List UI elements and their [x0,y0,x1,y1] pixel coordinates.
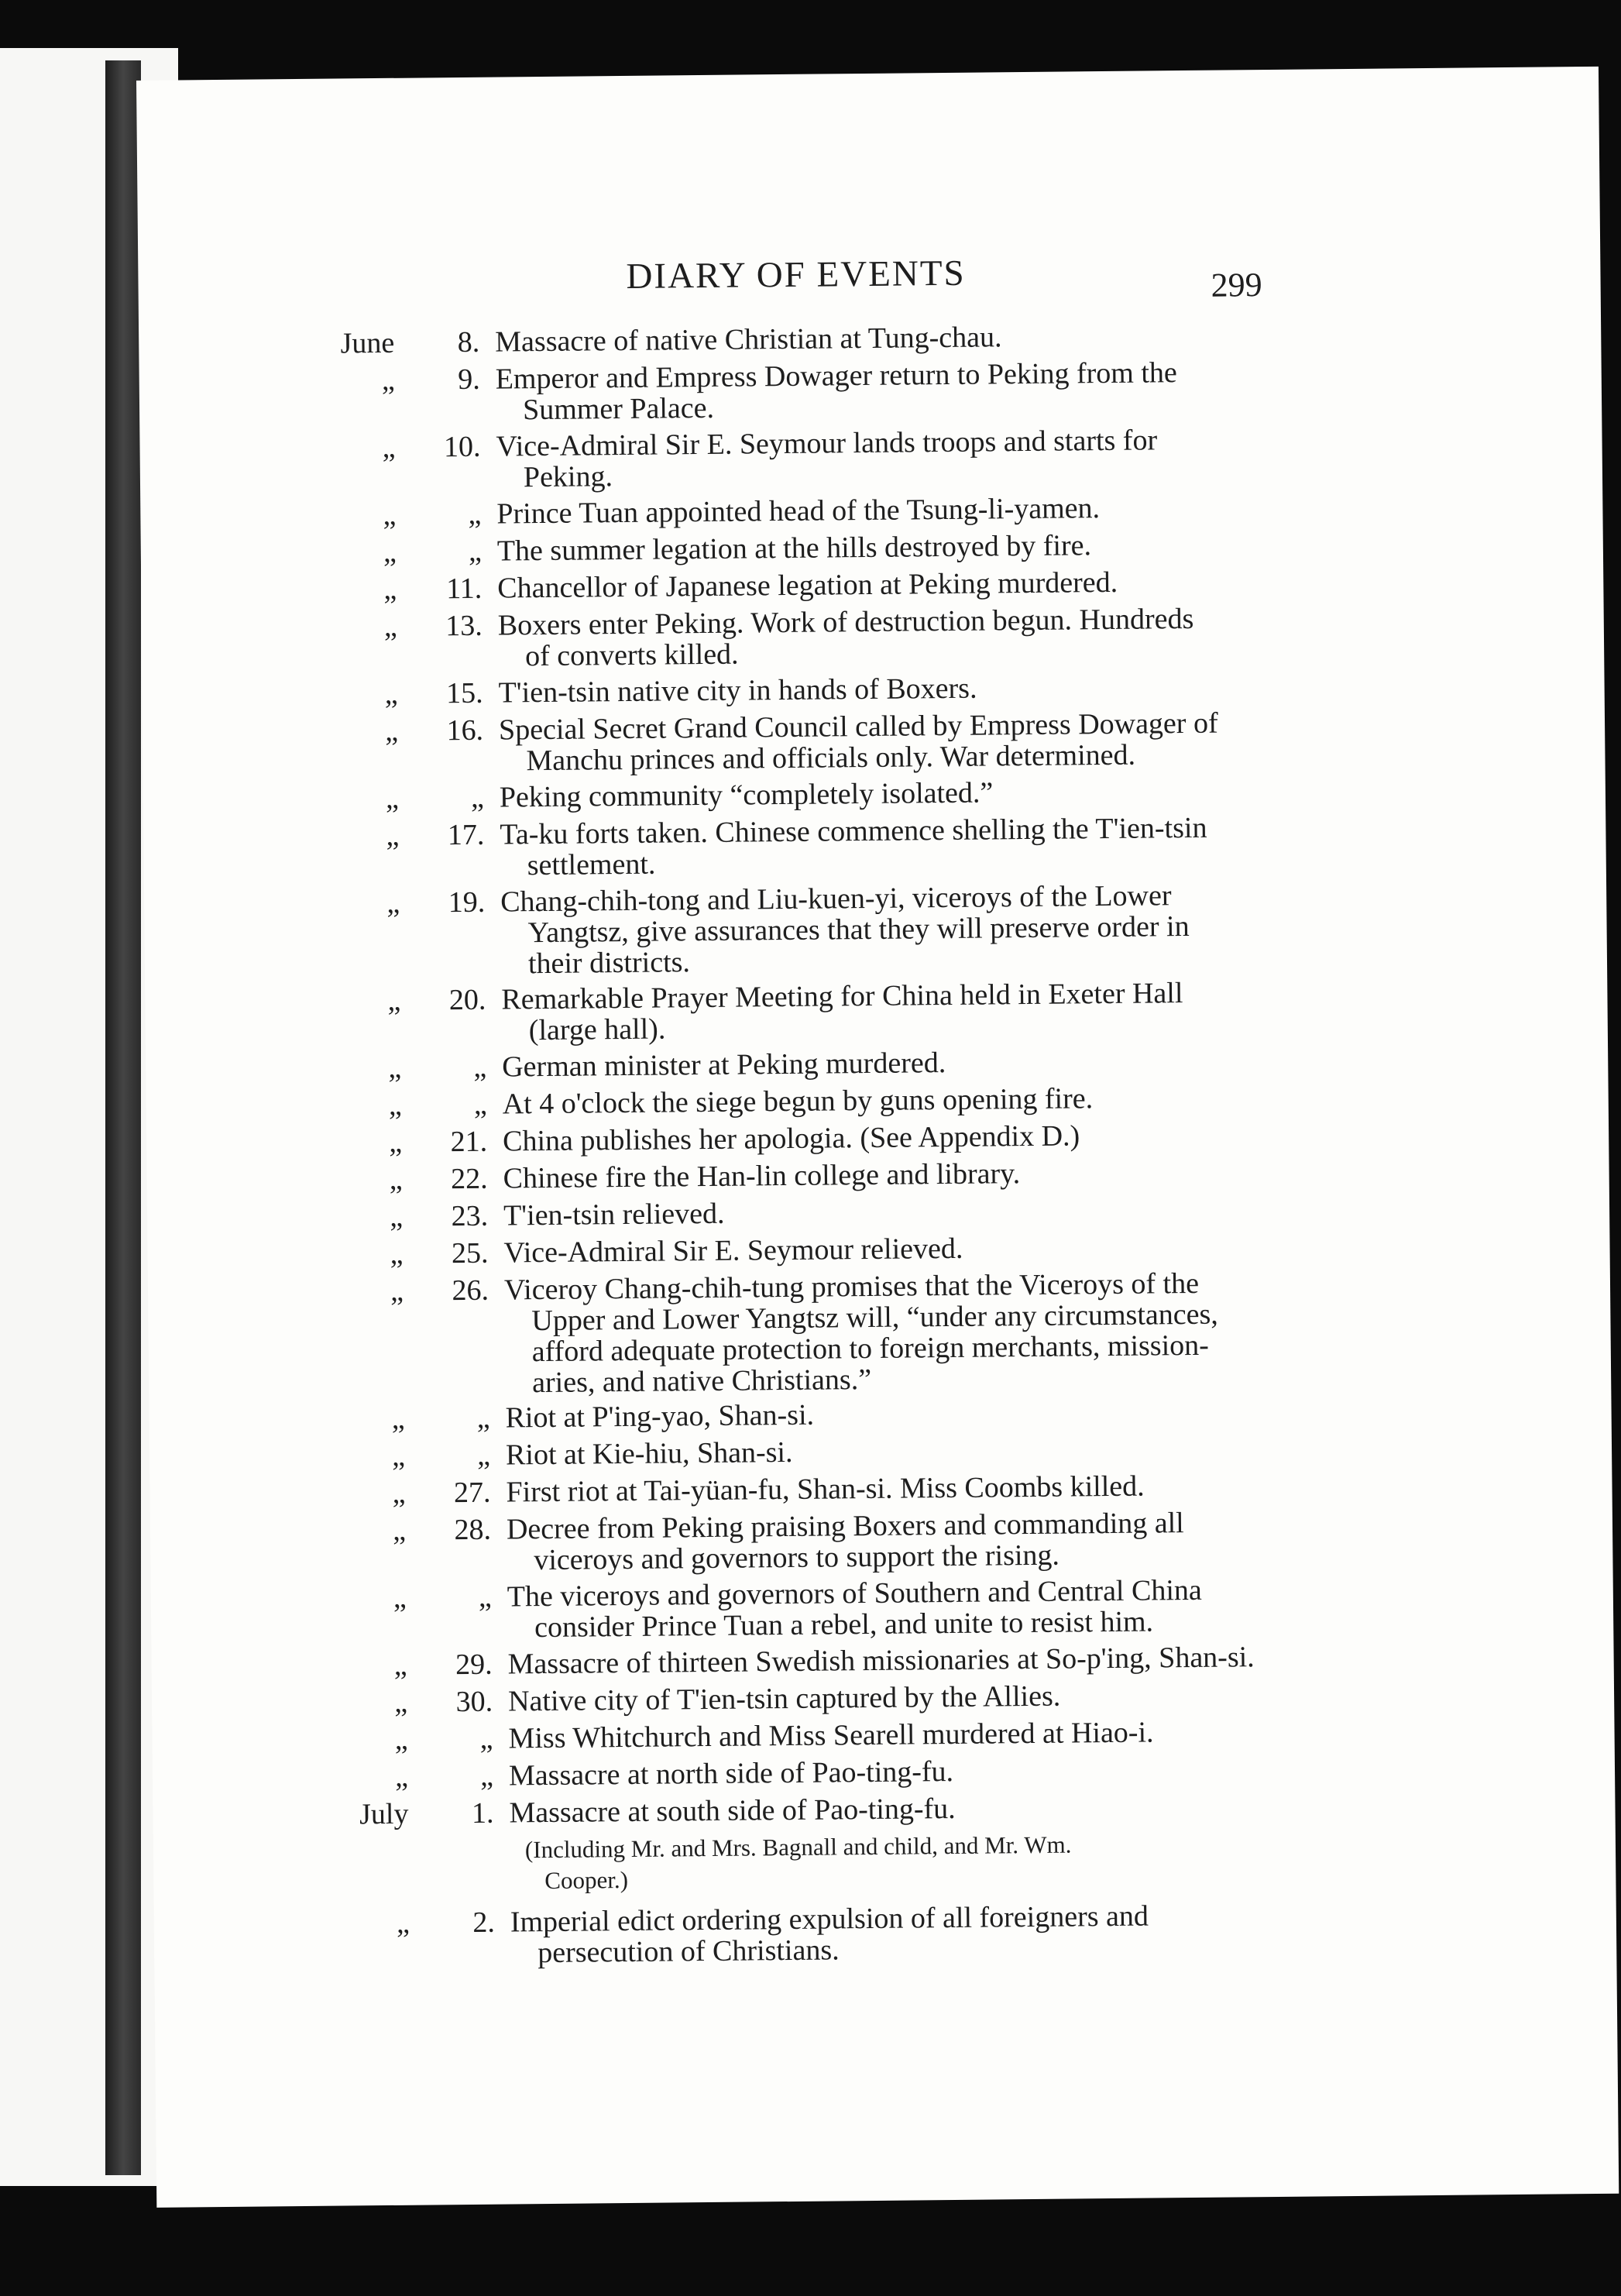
entry-text [503,1119,1308,1157]
entry-month: „ [385,782,400,815]
entry-line: The viceroys and governors of Southern and Central China [507,1573,1202,1614]
entry-line: Imperial edict ordering expulsion of all foreigners and [510,1899,1149,1939]
entry-day: 9. [458,363,480,397]
entry-line: Summer Palace. [522,391,715,427]
entry-text [504,1267,1310,1399]
entry-month [285,1836,409,1837]
entry-day: „ [479,1759,494,1792]
entry-day: „ [468,534,483,568]
entry-day: „ [478,1580,493,1614]
entry-line: Native city of T'ien-tsin captured by the Allies. [507,1679,1061,1718]
entry-month: „ [391,1439,406,1473]
entry-text [510,1899,1317,1968]
entry-line: Massacre of native Christian at Tung-chau. [495,321,1002,359]
entry-text [496,356,1302,426]
entry-text [498,603,1304,672]
entry-line: Vice-Admiral Sir E. Seymour lands troops and starts for [496,424,1158,463]
entry-line: of converts killed. [524,638,739,673]
entry-text [506,1469,1311,1508]
entry-day: 30. [455,1685,493,1719]
entry-line: Massacre at south side of Pao-ting-fu. [509,1792,956,1830]
entry-line: China publishes her apologia. (See Appendix D.) [502,1119,1080,1158]
running-head: DIARY OF EVENTS [626,253,966,297]
entry-line: T'ien-tsin native city in hands of Boxers. [498,672,977,710]
entry-line: Peking community “completely isolated.” [499,776,994,814]
entry-line: Vice-Admiral Sir E. Seymour relieved. [503,1232,963,1270]
entry-text [503,1193,1309,1232]
entry-day: 25. [451,1236,489,1270]
entry-month: „ [390,1200,404,1233]
entry-day [417,1835,494,1836]
entry-day: 16. [446,713,484,748]
entry-line: Massacre at north side of Pao-ting-fu. [508,1755,954,1792]
entry-line: The summer legation at the hills destroyed by fire. [496,529,1092,568]
entry-month: „ [386,886,400,919]
entry-month: „ [390,1274,404,1308]
entry-line: Yangtsz, give assurances that they will preserve order in [527,910,1190,950]
entry-day: „ [470,781,485,814]
entry-month: „ [381,363,395,397]
entry-line: (large hall). [528,1012,666,1047]
entry-line: T'ien-tsin relieved. [503,1197,725,1232]
entry-line: Ta-ku forts taken. Chinese commence shelling the T'ien-tsin [500,811,1207,851]
entry-day: 2. [472,1906,496,1939]
entry-line: Chang-chih-tong and Liu-kuen-yi, viceroys of the Lower [500,879,1172,919]
entry-line: aries, and native Christians.” [531,1363,872,1400]
entry-text [525,1827,1331,1896]
entry-line: At 4 o'clock the siege begun by guns opening fire. [502,1082,1094,1121]
entry-text [509,1789,1314,1828]
entry-line: Emperor and Empress Dowager return to Peking from the [495,356,1177,396]
entry-month: „ [383,535,397,569]
entry-day: „ [479,1722,493,1755]
entry-month: „ [394,1686,408,1719]
entry-line: Massacre of thirteen Swedish missionaries at So-p'ing, Shan-si. [507,1641,1255,1681]
entry-day: „ [476,1401,490,1435]
entry-text [508,1679,1314,1717]
entry-text [497,565,1303,604]
entry-day: 13. [445,609,483,643]
entry-day: „ [476,1438,491,1472]
entry-day: 10. [443,430,481,464]
entry-line: afford adequate protection to foreign merchants, mission- [531,1328,1210,1369]
entry-month: „ [393,1648,407,1682]
entry-month: „ [384,677,398,710]
entry-text [507,1507,1313,1576]
entry-month: „ [383,572,397,606]
entry-day: „ [473,1050,487,1084]
entry-line: settlement. [527,847,656,882]
entry-line: Remarkable Prayer Meeting for China held in Exeter Hall [501,977,1183,1016]
entry-month: „ [396,1906,410,1940]
entry-month: „ [392,1514,407,1547]
entry-month: „ [392,1476,406,1510]
entry-month: July [359,1797,409,1831]
entry-month: „ [394,1760,409,1793]
entry-line: Prince Tuan appointed head of the Tsung-li-yamen. [496,492,1101,531]
entry-line: Chancellor of Japanese legation at Peking murdered. [497,565,1118,605]
entry-day: 20. [448,983,486,1017]
entry-text [507,1574,1314,1644]
entry-month: „ [388,1088,402,1122]
entry-line: Miss Whitchurch and Miss Searell murdered at Hiao-i. [508,1716,1154,1755]
entry-text [501,977,1307,1047]
entry-line: Manchu princes and officials only. War determined. [526,738,1136,778]
entry-text [509,1753,1314,1792]
entry-text [506,1432,1311,1471]
entry-line: Cooper.) [544,1866,629,1895]
entry-line: Viceroy Chang-chih-tung promises that the Viceroys of the [503,1267,1200,1307]
entry-line: Peking. [523,460,613,494]
entry-text [505,1395,1310,1434]
entry-text [503,1156,1308,1194]
entry-month: „ [393,1581,407,1614]
entry-text [500,775,1305,813]
entry-day: 26. [452,1273,489,1308]
entry-day: 23. [451,1199,489,1233]
entry-month: „ [385,714,399,748]
entry-month: „ [389,1126,403,1159]
entry-day: 21. [450,1125,488,1159]
entry-text [503,1230,1309,1269]
entry-line: First riot at Tai-yüan-fu, Shan-si. Miss Coombs killed. [506,1469,1145,1509]
entry-day: 11. [446,572,483,606]
entry-month: „ [382,431,396,464]
entry-text [500,812,1306,882]
book-page [136,67,1619,2208]
entry-text [508,1716,1314,1755]
entry-line: Decree from Peking praising Boxers and commanding all [506,1507,1184,1546]
entry-line: (Including Mr. and Mrs. Bagnall and child, and Mr. Wm. [524,1830,1072,1864]
entry-text [496,491,1302,530]
entry-month: „ [386,819,400,852]
entry-day: 1. [471,1796,494,1830]
entry-day: „ [473,1088,487,1121]
entry-day: 8. [457,325,480,359]
entry-day: „ [468,497,482,531]
entry-line: Riot at Kie-hiu, Shan-si. [505,1435,793,1472]
entry-line: Boxers enter Peking. Work of destruction begun. Hundreds [497,602,1194,642]
entry-month: „ [383,498,397,531]
entry-text [507,1641,1313,1680]
entry-text [499,707,1305,777]
entry-line: persecution of Christians. [537,1933,840,1970]
page-number: 299 [1211,266,1262,304]
entry-month: „ [391,1402,405,1435]
entry-day: 29. [455,1648,493,1682]
entry-month: „ [388,1051,402,1084]
entry-month: „ [383,610,397,643]
entry-day: 19. [448,885,486,919]
entry-month: June [340,326,395,360]
entry-text [496,424,1302,493]
entry-line: Upper and Lower Yangtsz will, “under any circumstances, [531,1298,1218,1338]
book-gutter [105,60,141,2175]
entry-line: Riot at P'ing-yao, Shan-si. [505,1398,815,1435]
entry-day: 17. [447,818,485,852]
entry-text [498,670,1303,709]
entry-line: Special Secret Grand Council called by Empress Dowager of [498,706,1218,747]
entry-month: „ [394,1723,408,1756]
entry-line: Chinese fire the Han-lin college and library. [503,1157,1021,1195]
entry-line: German minister at Peking murdered. [502,1047,946,1084]
entry-text [503,1081,1308,1120]
entry-line: viceroys and governors to support the rising. [534,1538,1060,1577]
entry-day: 27. [453,1476,491,1510]
entry-text [502,1044,1307,1083]
entry-text [500,879,1307,980]
entry-text [497,528,1303,567]
entry-text [495,319,1300,358]
entry-month: „ [387,984,401,1017]
entry-day: 28. [454,1513,492,1547]
entry-line: consider Prince Tuan a rebel, and unite to resist him. [534,1605,1154,1645]
entry-month: „ [389,1163,403,1196]
entry-month: „ [390,1237,404,1270]
entry-line: their districts. [527,946,691,981]
entry-day: 22. [450,1162,488,1196]
entry-day: 15. [445,676,483,710]
